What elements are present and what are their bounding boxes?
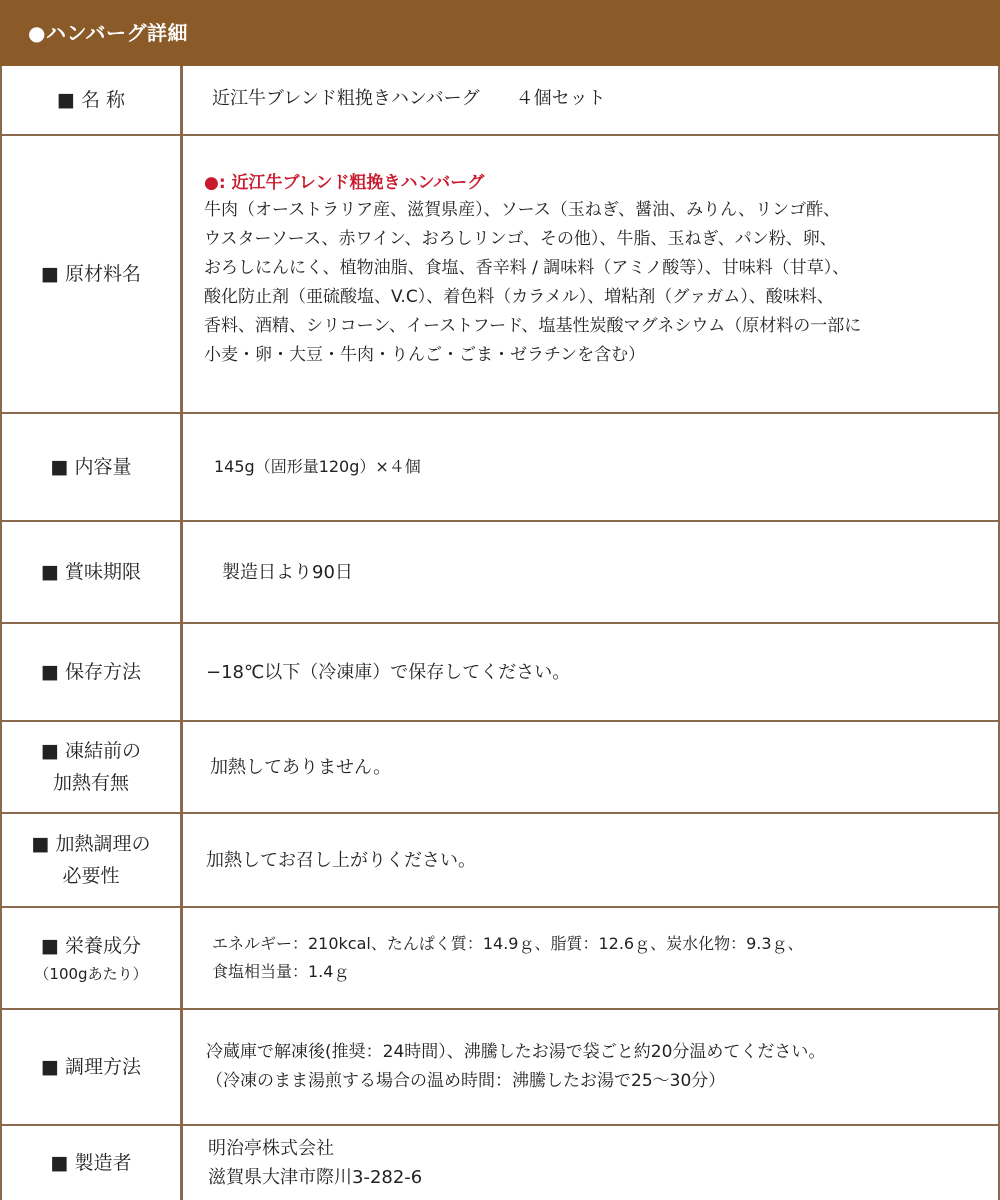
manufacturer-name: 明治亭株式会社 (208, 1138, 334, 1159)
value-heated-before-freezing: 加熱してありません。 (210, 756, 392, 778)
label-line: 必要性 (62, 865, 120, 887)
nutrition-line: 食塩相当量：1.4ｇ (212, 962, 350, 981)
ingredients-product-name: ●: 近江牛ブレンド粗挽きハンバーグ (204, 173, 485, 193)
manufacturer-address: 滋賀県大津市際川3-282-6 (208, 1167, 423, 1188)
row-cooking-needed (2, 814, 998, 908)
row-cooking-method (2, 1010, 998, 1126)
row-content (2, 414, 998, 522)
ingredients-line: 酸化防止剤（亜硫酸塩、V.C）、着色料（カラメル）、増粘剤（グァガム）、酸味料、 (204, 287, 834, 307)
cooking-method-line: （冷凍のまま湯煎する場合の温め時間：沸騰したお湯で25〜30分） (206, 1071, 726, 1091)
row-ingredients (2, 136, 998, 414)
row-storage (2, 624, 998, 722)
label-storage: ■ 保存方法 (2, 624, 183, 720)
label-line: 加熱有無 (52, 772, 129, 794)
label-expiry: ■ 賞味期限 (2, 522, 183, 622)
label-ingredients: ■ 原材料名 (2, 136, 183, 412)
ingredients-line: おろしにんにく、植物油脂、食塩、香辛料 / 調味料（アミノ酸等）、甘味料（甘草）、 (204, 258, 850, 278)
label-sub: （100gあたり） (34, 965, 148, 983)
label-line: ■ 加熱調理の (31, 833, 151, 855)
ingredients-line: 小麦・卵・大豆・牛肉・りんご・ごま・ゼラチンを含む） (204, 345, 646, 365)
ingredients-line: 香料、酒精、シリコーン、イーストフード、塩基性炭酸マグネシウム（原材料の一部に (204, 316, 862, 336)
value-content: 145g（固形量120g）×４個 (214, 457, 421, 476)
label-content: ■ 内容量 (2, 414, 183, 520)
label-heated-before-freezing (2, 722, 183, 812)
label-cooking-method: ■ 調理方法 (2, 1010, 183, 1124)
label-line: ■ 栄養成分 (41, 935, 141, 957)
section-title: ●ハンバーグ詳細 (28, 21, 189, 45)
label-cooking-needed (2, 814, 183, 906)
row-manufacturer (2, 1126, 998, 1200)
label-manufacturer: ■ 製造者 (2, 1126, 183, 1200)
section-header (0, 0, 1000, 66)
value-cooking-needed: 加熱してお召し上がりください。 (206, 849, 476, 871)
row-nutrition (2, 908, 998, 1010)
ingredients-line: 牛肉（オーストラリア産、滋賀県産）、ソース（玉ねぎ、醤油、みりん、リンゴ酢、 (204, 200, 841, 220)
row-expiry (2, 522, 998, 624)
value-expiry: 製造日より90日 (222, 561, 353, 583)
value-storage: −18℃以下（冷凍庫）で保存してください。 (206, 661, 571, 683)
label-name: ■ 名 称 (2, 66, 183, 134)
nutrition-line: エネルギー：210kcal、たんぱく質：14.9ｇ、脂質：12.6ｇ、炭水化物：9.3ｇ、 (212, 934, 804, 953)
row-heated-before-freezing (2, 722, 998, 814)
label-line: ■ 凍結前の (41, 740, 141, 762)
label-nutrition (2, 908, 183, 1008)
cooking-method-line: 冷蔵庫で解凍後(推奨：24時間）、沸騰したお湯で袋ごと約20分温めてください。 (206, 1042, 826, 1062)
ingredients-line: ウスターソース、赤ワイン、おろしリンゴ、その他）、牛脂、玉ねぎ、パン粉、卵、 (204, 229, 837, 249)
value-name: 近江牛ブレンド粗挽きハンバーグ ４個セット (212, 88, 606, 109)
product-details-table (0, 66, 1000, 1200)
row-name (2, 66, 998, 136)
